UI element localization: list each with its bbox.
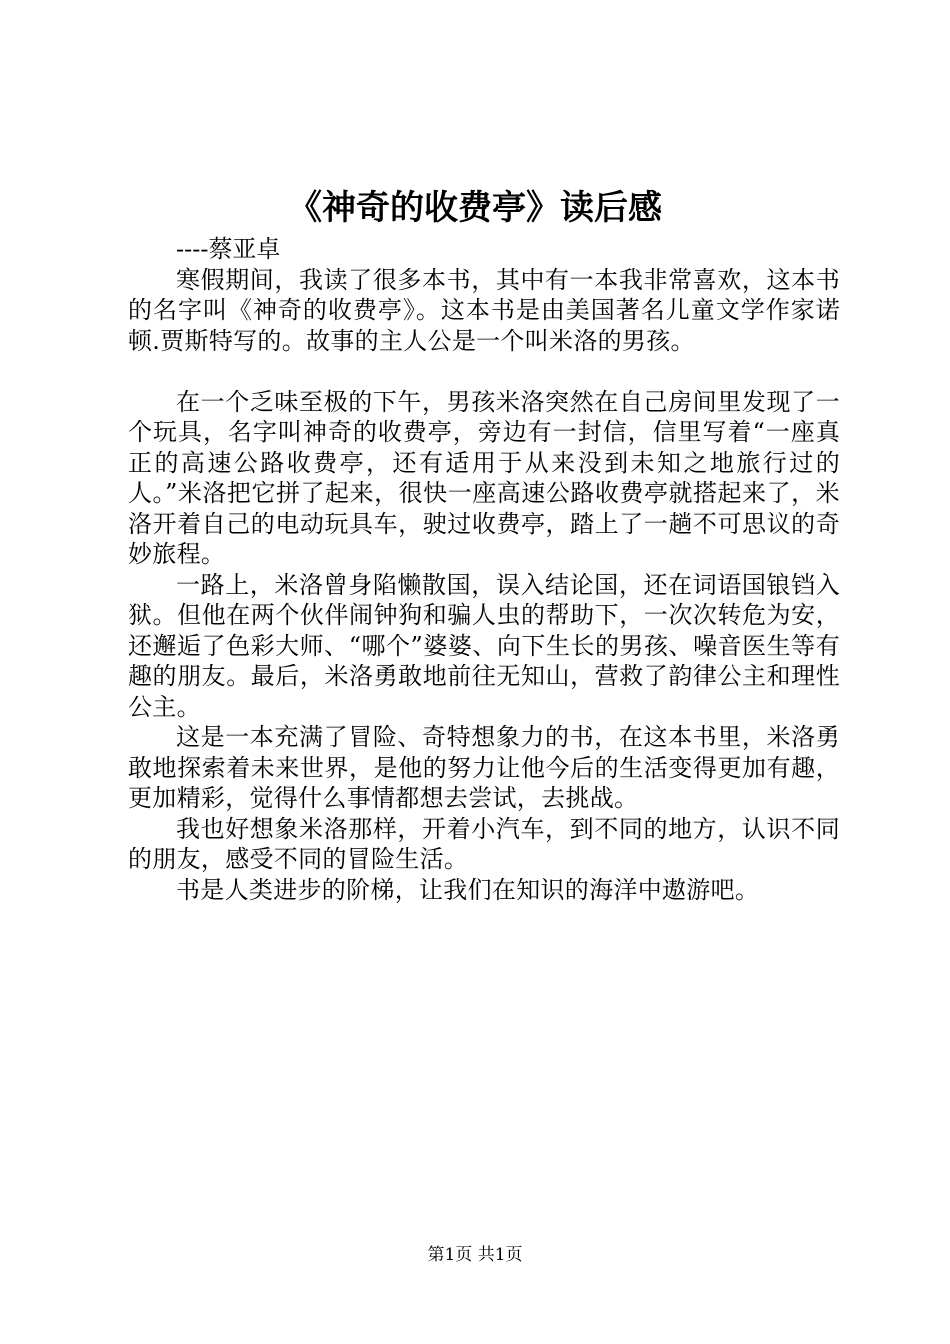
page-footer: 第1页 共1页 — [427, 1245, 523, 1265]
author-line: ----蔡亚卓 — [176, 235, 281, 263]
document-title: 《神奇的收费亭》读后感 — [288, 188, 662, 228]
paragraph-4: 这是一本充满了冒险、奇特想象力的书，在这本书里，米洛勇敢地探索着未来世界，是他的努力让他今后的生活变得更加有趣，更加精彩，觉得什么事情都想去尝试，去挑战。 — [128, 723, 840, 812]
paragraph-3: 一路上，米洛曾身陷懒散国，误入结论国，还在词语国锒铛入狱。但他在两个伙伴闹钟狗和骗人虫的帮助下，一次次转危为安，还邂逅了色彩大师、“哪个”婆婆、向下生长的男孩、噪音医生等有趣的朋友。最后，米洛勇敢地前往无知山，营救了韵律公主和理性公主。 — [128, 570, 840, 721]
document-body — [128, 234, 840, 905]
paragraph-5: 我也好想象米洛那样，开着小汽车，到不同的地方，认识不同的朋友，感受不同的冒险生活。 — [128, 814, 840, 873]
paragraph-1: 寒假期间，我读了很多本书，其中有一本我非常喜欢，这本书的名字叫《神奇的收费亭》。这本书是由美国著名儿童文学作家诺顿.贾斯特写的。故事的主人公是一个叫米洛的男孩。 — [128, 265, 840, 355]
paragraph-6: 书是人类进步的阶梯，让我们在知识的海洋中遨游吧。 — [176, 875, 760, 904]
paragraph-spacer — [128, 356, 840, 387]
paragraph-2: 在一个乏味至极的下午，男孩米洛突然在自己房间里发现了一个玩具，名字叫神奇的收费亭，旁边有一封信，信里写着“一座真正的高速公路收费亭，还有适用于从来没到未知之地旅行过的人。”米洛把它拼了起来，很快一座高速公路收费亭就搭起来了，米洛开着自己的电动玩具车，驶过收费亭，踏上了一趟不可思议的奇妙旅程。 — [128, 387, 840, 568]
